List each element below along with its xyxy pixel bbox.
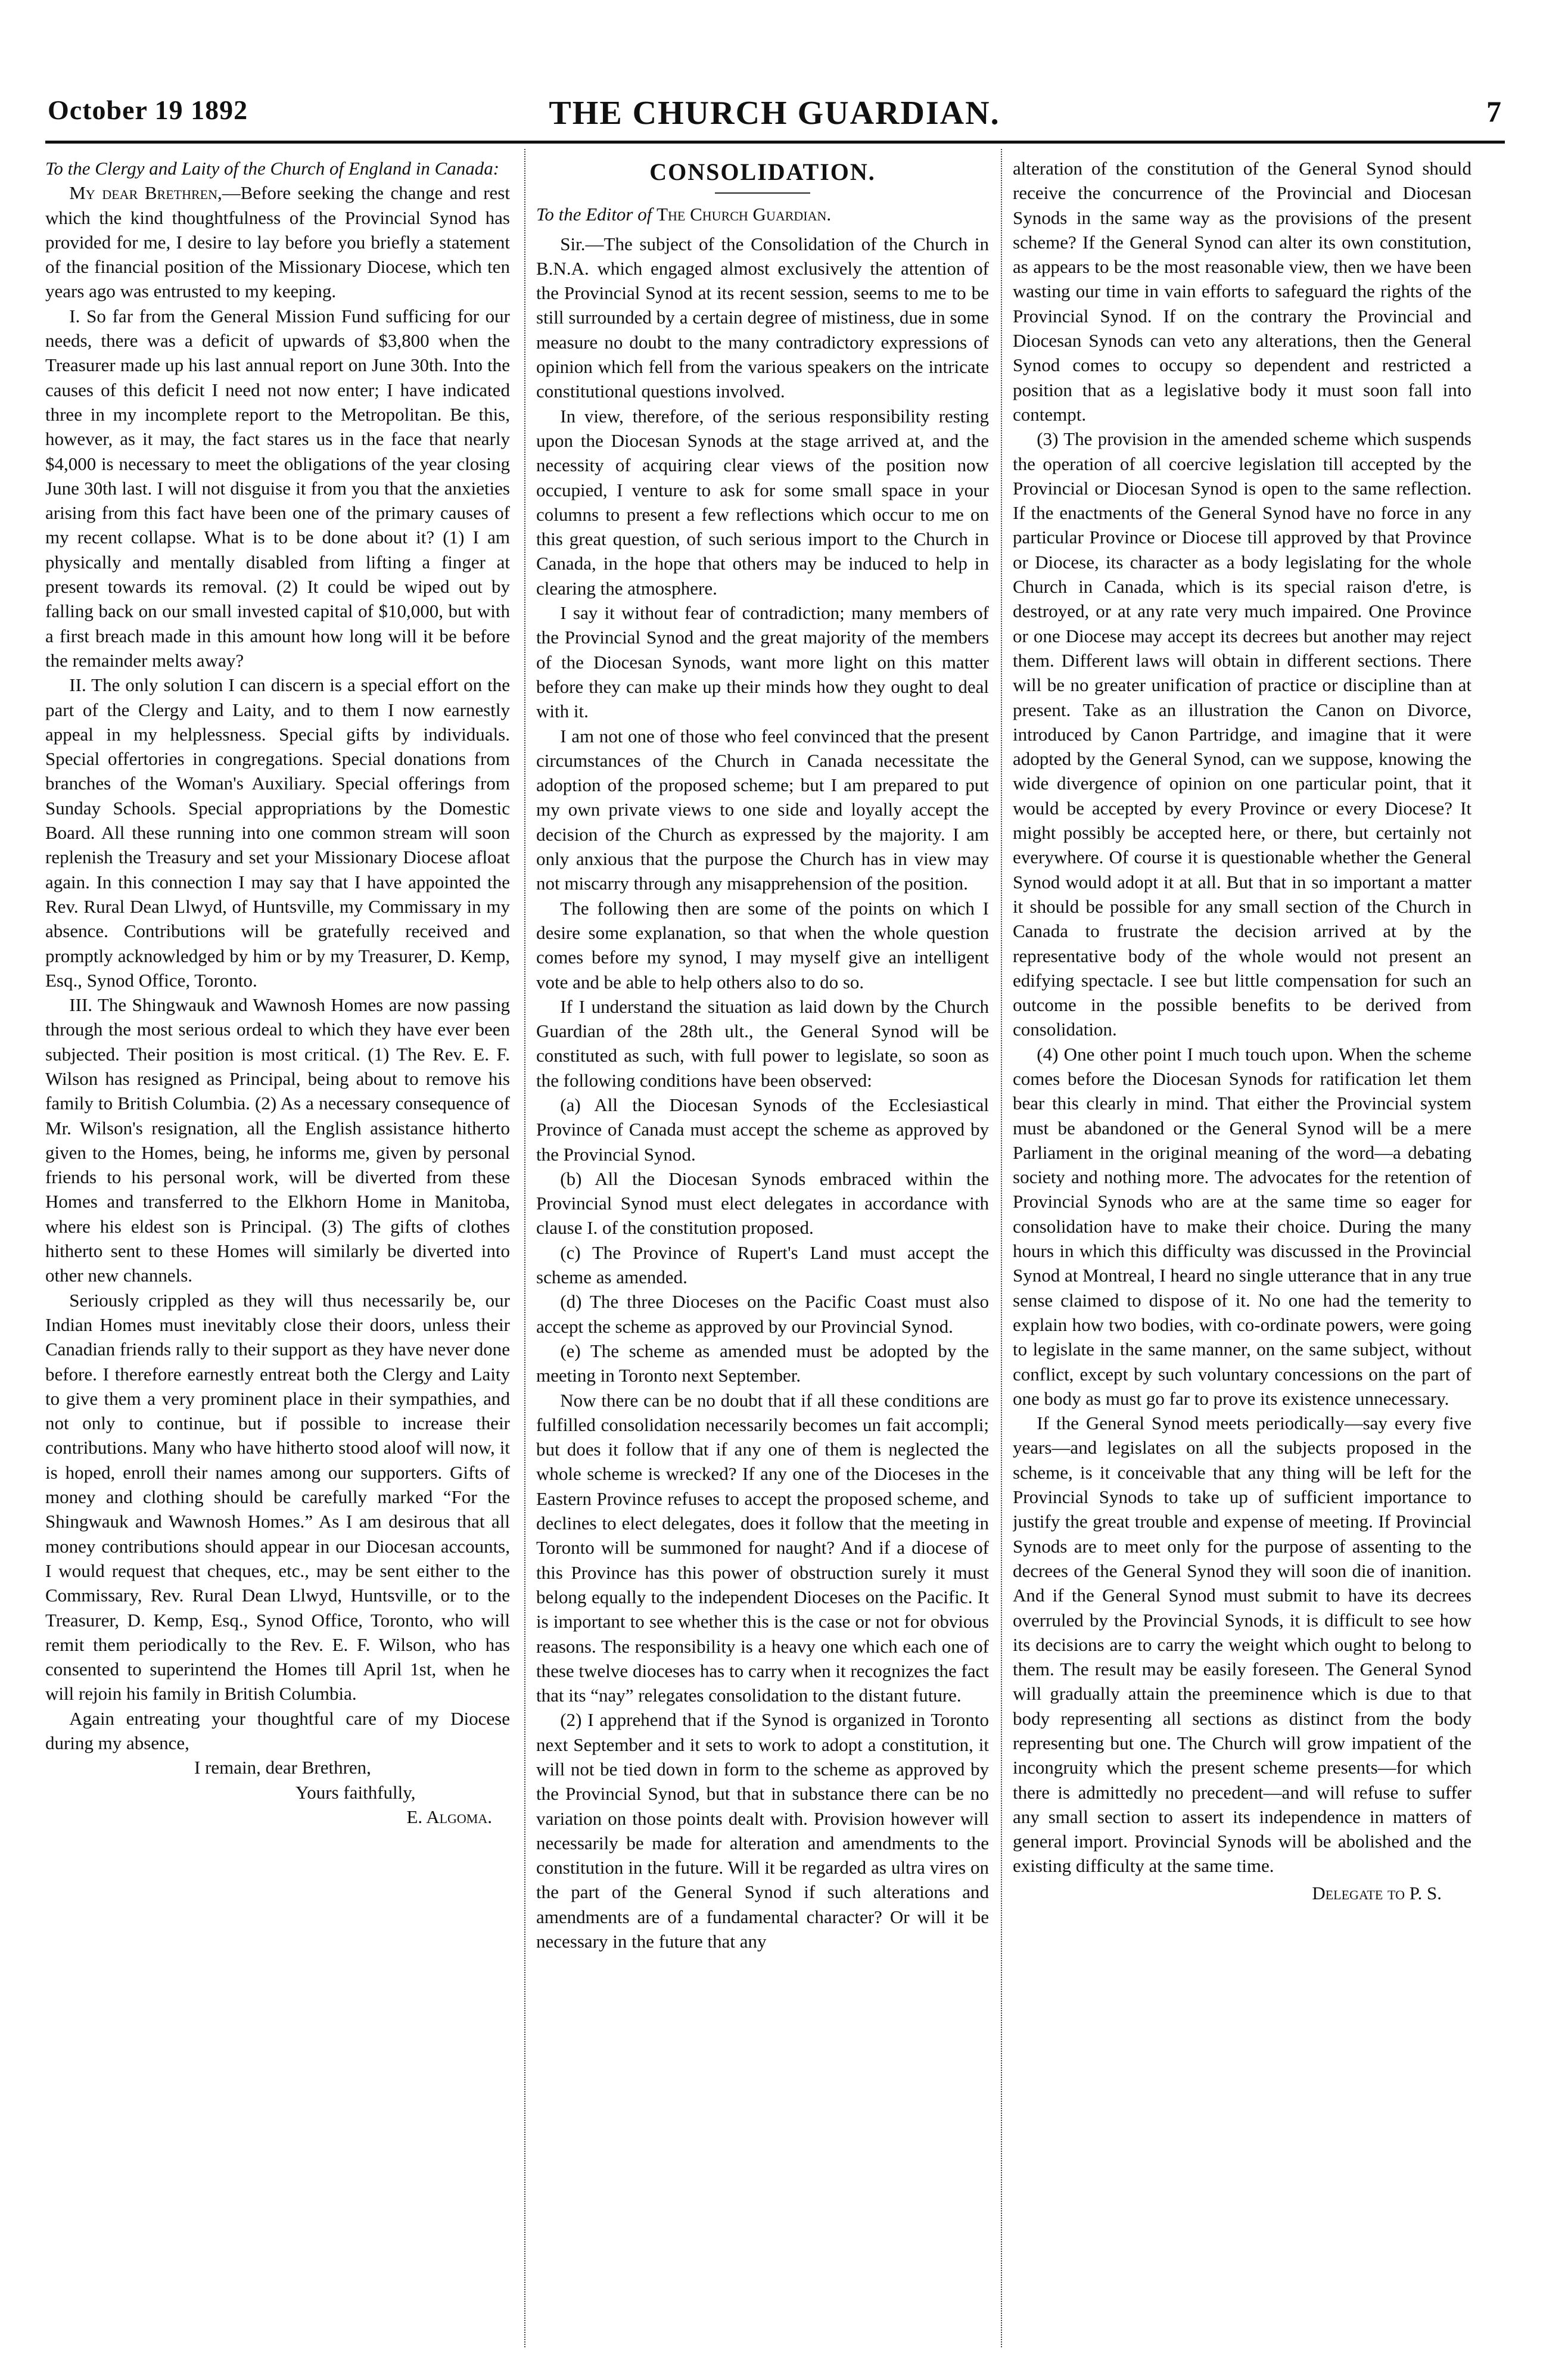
letter-paragraph: Again entreating your thoughtful care of my Diocese during my absence, (45, 1707, 510, 1753)
heading-rule (715, 192, 810, 194)
letter-paragraph: My dear Brethren,—Before seeking the change and rest which the kind thoughtfulness of the Provincial Synod has provided for me, I desire to lay before you briefly a statement of the financial position of the Missionary Diocese, which ten years ago was entrusted to my keeping. (45, 182, 510, 302)
article-paragraph: Sir.—The subject of the Consolidation of the Church in B.N.A. which engaged almost exclusively the attention of the Provincial Synod at its recent session, seems to me to be still surrounded by a certain degree of mistiness, due in some measure no doubt to the many contradictory expressions of opinion which fell from the various speakers on the intricate constitutional questions involved. (536, 233, 989, 402)
letter-signature: E. Algoma. (406, 1806, 492, 1827)
letter-paragraph: I. So far from the General Mission Fund sufficing for our needs, there was a deficit of upwards of $3,800 when the Treasurer made up his last annual report on June 30th. Into the causes of this deficit I need not now enter; I have indicated three in my incomplete report to the Metropolitan. Be this, however, as it may, the fact stares us in the face that nearly $4,000 is necessary to meet the obligations of the year closing June 30th last. I will not disguise it from you that the anxieties arising from this fact have been one of the primary causes of my recent collapse. What is to be done about it? (1) I am physically and mentally disabled from lifting a finger at present towards its removal. (2) It could be wiped out by falling back on our small invested capital of $10,000, but with a first breach made in this amount how long will it be before the remainder melts away? (45, 305, 510, 671)
article-paragraph: (c) The Province of Rupert's Land must accept the scheme as amended. (536, 1242, 989, 1288)
article-paragraph: If the General Synod meets periodically—say every five years—and legislates on all the subjects proposed in the scheme, is it conceivable that any thing will be left for the Provincial Synods to take up of sufficient importance to justify the great trouble and expense of meeting. If Provincial Synods are to meet only for the purpose of assenting to the decrees of the General Synod they will soon die of inanition. And if the General Synod must submit to have its decrees overruled by the Provincial Synods, it is difficult to see how its decisions are to carry the weight which ought to belong to them. The result may be easily foreseen. The General Synod will gradually attain the preeminence which is due to that body representing all sections as distinct from the body representing but one. The Church will grow impatient of the incongruity which the present scheme presents—for which there is admittedly no precedent—and will refuse to suffer any small section to assert its independence in matters of general import. Provincial Synods will be abolished and the existing difficulty at the same time. (1013, 1413, 1471, 1877)
article-paragraph: (2) I apprehend that if the Synod is organized in Toronto next September and it sets to work to adopt a constitution, it will not be tied down in form to the scheme as approved by the Provincial Synod, but that in substance there can be no variation on those points dealt with. Provision however will necessarily be made for alteration and amendments to the constitution in the future. Will it be regarded as ultra vires on the part of the General Synod if such alterations and amendments are of a fundamental character? Or will it be necessary in the future that any (536, 1709, 989, 1952)
letter-paragraph: III. The Shingwauk and Wawnosh Homes are now passing through the most serious ordeal to which they have ever been subjected. Their position is most critical. (1) The Rev. E. F. Wilson has resigned as Principal, being about to remove his family to British Columbia. (2) As a necessary consequence of Mr. Wilson's resignation, all the English assistance hitherto given to the Homes, being, he informs me, given by personal friends to his personal work, will be diverted from these Homes and transferred to the Elkhorn Home in Manitoba, where his eldest son is Principal. (3) The gifts of clothes hitherto sent to these Homes will similarly be diverted into other new channels. (45, 994, 510, 1286)
newspaper-title: THE CHURCH GUARDIAN. (549, 95, 1000, 132)
article-paragraph: If I understand the situation as laid down by the Church Guardian of the 28th ult., the General Synod will be constituted as such, with full power to legislate, so soon as the following conditions have been observed: (536, 996, 989, 1091)
issue-date: October 19 1892 (48, 95, 248, 125)
article-paragraph: (d) The three Dioceses on the Pacific Coast must also accept the scheme as approved by our Provincial Synod. (536, 1291, 989, 1337)
article-paragraph: Now there can be no doubt that if all these conditions are fulfilled consolidation necessarily becomes un fait accompli; but does it follow that if any one of them is neglected the whole scheme is wrecked? If any one of the Dioceses in the Eastern Province refuses to accept the proposed scheme, and declines to elect delegates, does it follow that the meeting in Toronto will be summoned for naught? And if a diocese of this Province has this power of obstruction surely it must belong equally to the independent Dioceses on the Pacific. It is important to see whether this is the case or not for obvious reasons. The responsibility is a heavy one which each one of these twelve dioceses has to carry when it recognizes the fact that its “nay” relegates consolidation to the distant future. (536, 1389, 989, 1706)
consolidation-continued-column (1013, 156, 1471, 2349)
letter-closing: Yours faithfully, (295, 1781, 416, 1803)
article-paragraph: I say it without fear of contradiction; many members of the Provincial Synod and the great majority of the members of the Diocesan Synods, want more light on this matter before they can make up their minds how they ought to deal with it. (536, 602, 989, 722)
letter-closing: I remain, dear Brethren, (194, 1757, 371, 1778)
article-paragraph: I am not one of those who feel convinced that the present circumstances of the Church in Canada necessitate the adoption of the proposed scheme; but I am prepared to put my own private views to one side and loyally accept the decision of the Church as expressed by the majority. I am only anxious that the purpose the Church has in view may not miscarry through any misapprehension of the position. (536, 725, 989, 894)
article-paragraph: In view, therefore, of the serious responsibility resting upon the Diocesan Synods at the stage arrived at, and the necessity of acquiring clear views of the position now occupied, I venture to ask for some small space in your columns to present a few reflections which occur to me on this great question, of such serious import to the Church in Canada, in the hope that others may be induced to help in clearing the atmosphere. (536, 405, 989, 599)
letter-address: To the Clergy and Laity of the Church of England in Canada: (45, 158, 500, 179)
page-header (48, 94, 1501, 136)
article-signature: Delegate to P. S. (1312, 1882, 1442, 1903)
column-divider (1001, 149, 1002, 2347)
article-paragraph: (a) All the Diocesan Synods of the Ecclesiastical Province of Canada must accept the scheme as approved by the Provincial Synod. (536, 1094, 989, 1165)
letter-salutation: My dear Brethren, (69, 182, 222, 204)
article-paragraph: alteration of the constitution of the General Synod should receive the concurrence of the Provincial and Diocesan Synods in the same way as the provisions of the present scheme? If the General Synod can alter its own constitution, as appears to be the most reasonable view, then we have been wasting our time in vain efforts to safeguard the rights of the Provincial Synod. If on the contrary the Provincial and Diocesan Synods can veto any alterations, then the General Synod comes to occupy so dependent and restricted a position that as a legislative body it must soon fall into contempt. (1013, 158, 1471, 425)
column-divider (524, 149, 525, 2347)
article-paragraph: (e) The scheme as amended must be adopted by the meeting in Toronto next September. (536, 1340, 989, 1386)
consolidation-column (536, 156, 989, 2349)
article-paragraph: (b) All the Diocesan Synods embraced within the Provincial Synod must elect delegates in accordance with clause I. of the constitution proposed. (536, 1168, 989, 1239)
article-paragraph: (3) The provision in the amended scheme which suspends the operation of all coercive legislation till accepted by the Provincial or Diocesan Synod is open to the same reflection. If the enactments of the General Synod have no force in any particular Province or Diocese till approved by that Province or Diocese, its character as a body legislating for the whole Church in Canada, which is its special raison d'etre, is destroyed, or at any rate very much impaired. One Province or one Diocese may accept its decrees but another may reject them. Different laws will obtain in different sections. There will be no greater unification of practice or discipline than at present. Take as an illustration the Canon on Divorce, introduced by Canon Partridge, and imagine that it were adopted by the General Synod, can we suppose, knowing the wide divergence of opinion on one particular point, that it would be accepted by every Province or every Diocese? It might possibly be accepted here, or there, but certainly not everywhere. Of course it is questionable whether the General Synod would adopt it at all. But that in so important a matter it should be possible for any small section of the Church in Canada to frustrate the decision arrived at by the representative body of the whole would not present an edifying spectacle. I see but little compensation for such an outcome in the possible benefits to be derived from consolidation. (1013, 428, 1471, 1040)
letter-paragraph: II. The only solution I can discern is a special effort on the part of the Clergy and Laity, and to them I now earnestly appeal in my helplessness. Special gifts by individuals. Special offertories in congregations. Special donations from branches of the Woman's Auxiliary. Special offerings from Sunday Schools. Special appropriations by the Domestic Board. All these running into one common stream will soon replenish the Treasury and set your Missionary Diocese afloat again. In this connection I may say that I have appointed the Rev. Rural Dean Llwyd, of Huntsville, my Commissary in my absence. Contributions will be gratefully received and promptly acknowledged by him or by my Treasurer, D. Kemp, Esq., Synod Office, Toronto. (45, 674, 510, 991)
to-editor-line: To the Editor of The Church Guardian. (536, 204, 832, 225)
article-heading: CONSOLIDATION. (649, 158, 876, 185)
page-number: 7 (1486, 95, 1501, 128)
article-paragraph: (4) One other point I much touch upon. When the scheme comes before the Diocesan Synods for ratification let them bear this clearly in mind. That either the Provincial system must be abandoned or the General Synod will be a mere Parliament in the original meaning of the word—a debating society and nothing more. The advocates for the retention of Provincial Synods who are at the same time so eager for consolidation have to make their choice. During the many hours in which this difficulty was discussed in the Provincial Synod at Montreal, I heard no single utterance that in any true sense claimed to dispose of it. No one had the temerity to explain how two bodies, with co-ordinate powers, were going to legislate in the same manner, on the same subject, without conflict, except by such voluntary concessions on the part of one body as must go far to prove its existence unnecessary. (1013, 1043, 1471, 1409)
header-rule (45, 141, 1505, 144)
article-paragraph: The following then are some of the points on which I desire some explanation, so that when the whole question comes before my synod, I may myself give an intelligent vote and be able to help others also to do so. (536, 897, 989, 993)
letter-paragraph: Seriously crippled as they will thus necessarily be, our Indian Homes must inevitably close their doors, unless their Canadian friends rally to their support as they have never done before. I therefore earnestly entreat both the Clergy and Laity to give them a very prominent place in their sympathies, and not only to continue, but if possible to increase their contributions. Many who have hitherto stood aloof will now, it is hoped, enroll their names among our supporters. Gifts of money and clothing should be carefully marked “For the Shingwauk and Wawnosh Homes.” As I am desirous that all money contributions should appear in our Diocesan accounts, I would request that cheques, etc., may be sent either to the Commissary, Rev. Rural Dean Llwyd, Huntsville, or to the Treasurer, D. Kemp, Esq., Synod Office, Toronto, who will remit them periodically to the Rev. E. F. Wilson, who has consented to superintend the Homes till April 1st, when he will rejoin his family in British Columbia. (45, 1289, 510, 1704)
bishop-letter-column (45, 156, 510, 2349)
